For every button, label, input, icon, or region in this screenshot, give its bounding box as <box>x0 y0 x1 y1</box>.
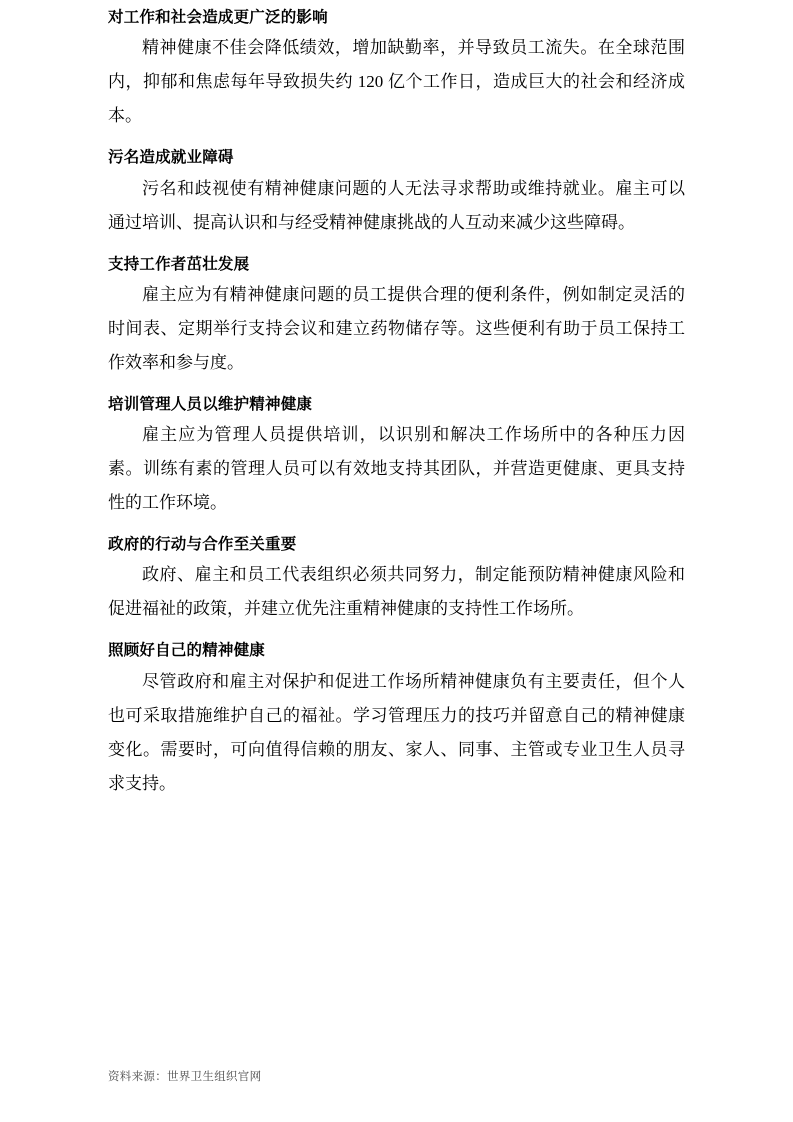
section-stigma-barriers <box>108 146 685 239</box>
section-government-action <box>108 533 685 626</box>
section-paragraph: 雇主应为管理人员提供培训，以识别和解决工作场所中的各种压力因素。训练有素的管理人员可以有效地支持其团队，并营造更健康、更具支持性的工作环境。 <box>108 425 685 512</box>
section-heading: 污名造成就业障碍 <box>108 148 234 167</box>
section-train-managers <box>108 393 685 520</box>
document-body <box>108 6 685 801</box>
section-paragraph: 精神健康不佳会降低绩效，增加缺勤率，并导致员工流失。在全球范围内，抑郁和焦虑每年导致损失约 120 亿个工作日，造成巨大的社会和经济成本。 <box>108 38 685 126</box>
section-paragraph: 政府、雇主和员工代表组织必须共同努力，制定能预防精神健康风险和促进福祉的政策，并建立优先注重精神健康的支持性工作场所。 <box>108 565 685 619</box>
section-support-workers <box>108 253 685 380</box>
section-heading: 照顾好自己的精神健康 <box>108 641 266 660</box>
section-heading: 培训管理人员以维护精神健康 <box>108 394 313 413</box>
section-paragraph: 尽管政府和雇主对保护和促进工作场所精神健康负有主要责任，但个人也可采取措施维护自己的福祉。学习管理压力的技巧并留意自己的精神健康变化。需要时，可向值得信赖的朋友、家人、同事、主管或专业卫生人员寻求支持。 <box>108 671 685 793</box>
section-self-care <box>108 639 685 800</box>
section-heading: 支持工作者茁壮发展 <box>108 254 250 273</box>
section-heading: 政府的行动与合作至关重要 <box>108 535 297 553</box>
section-heading: 对工作和社会造成更广泛的影响 <box>108 8 328 26</box>
source-note: 资料来源：世界卫生组织官网 <box>108 1069 262 1083</box>
section-paragraph: 雇主应为有精神健康问题的员工提供合理的便利条件，例如制定灵活的时间表、定期举行支持会议和建立药物储存等。这些便利有助于员工保持工作效率和参与度。 <box>108 284 685 372</box>
section-paragraph: 污名和歧视使有精神健康问题的人无法寻求帮助或维持就业。雇主可以通过培训、提高认识和与经受精神健康挑战的人互动来减少这些障碍。 <box>108 178 685 232</box>
section-broader-impact <box>108 6 685 133</box>
